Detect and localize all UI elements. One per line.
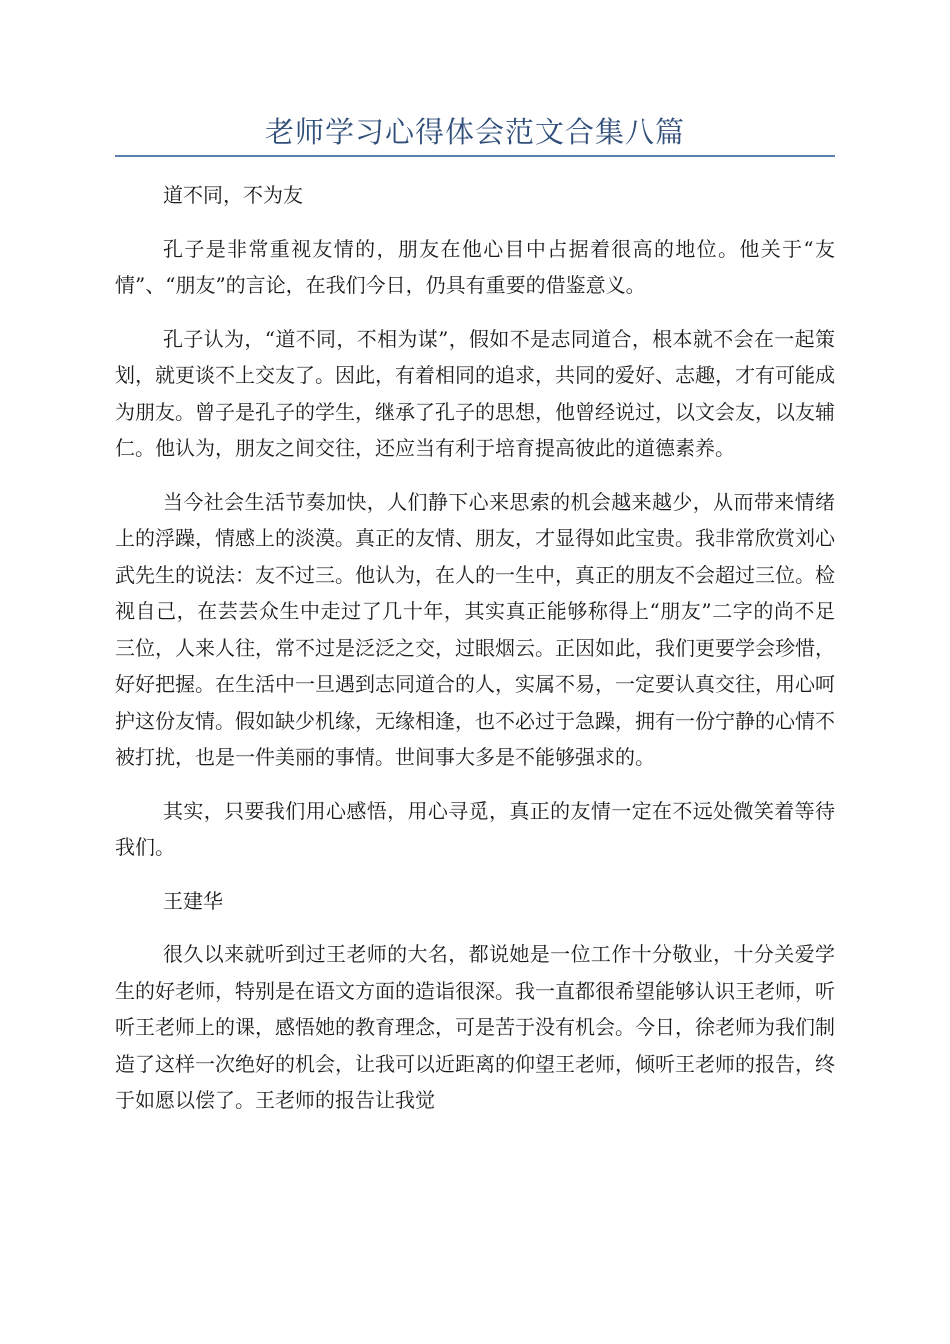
- paragraph: 其实，只要我们用心感悟，用心寻觅，真正的友情一定在不远处微笑着等待我们。: [115, 798, 835, 859]
- paragraph: 孔子认为，“道不同，不相为谋”，假如不是志同道合，根本就不会在一起策划，就更谈不上交友了。因此，有着相同的追求，共同的爱好、志趣，才有可能成为朋友。曾子是孔子的学生，继承了孔子的思想，他曾经说过，以文会友，以友辅仁。他认为，朋友之间交往，还应当有利于培育提高彼此的道德素养。: [115, 326, 835, 460]
- paragraph: 当今社会生活节奏加快，人们静下心来思索的机会越来越少，从而带来情绪上的浮躁，情感上的淡漠。真正的友情、朋友，才显得如此宝贵。我非常欣赏刘心武先生的说法：友不过三。他认为，在人的一生中，真正的朋友不会超过三位。检视自己，在芸芸众生中走过了几十年，其实真正能够称得上“朋友”二字的尚不足三位，人来人往，常不过是泛泛之交，过眼烟云。正因如此，我们更要学会珍惜，好好把握。在生活中一旦遇到志同道合的人，实属不易，一定要认真交往，用心呵护这份友情。假如缺少机缘，无缘相逢，也不必过于急躁，拥有一份宁静的心情不被打扰，也是一件美丽的事情。世间事大多是不能够强求的。: [115, 489, 835, 769]
- document-title: 老师学习心得体会范文合集八篇: [264, 115, 685, 149]
- paragraph: 道不同，不为友: [163, 183, 303, 207]
- paragraph: 王建华: [163, 888, 223, 913]
- document-page: [115, 0, 835, 1136]
- paragraph: 很久以来就听到过王老师的大名，都说她是一位工作十分敬业，十分关爱学生的好老师，特别是在语文方面的造诣很深。我一直都很希望能够认识王老师，听听王老师上的课，感悟她的教育理念，可是苦于没有机会。今日，徐老师为我们制造了这样一次绝好的机会，让我可以近距离的仰望王老师，倾听王老师的报告，终于如愿以偿了。王老师的报告让我觉: [115, 942, 835, 1112]
- document-body: [115, 177, 835, 1119]
- paragraph: 孔子是非常重视友情的，朋友在他心目中占据着很高的地位。他关于“友情”、“朋友”的言论，在我们今日，仍具有重要的借鉴意义。: [115, 236, 835, 297]
- title-underline: [115, 155, 835, 157]
